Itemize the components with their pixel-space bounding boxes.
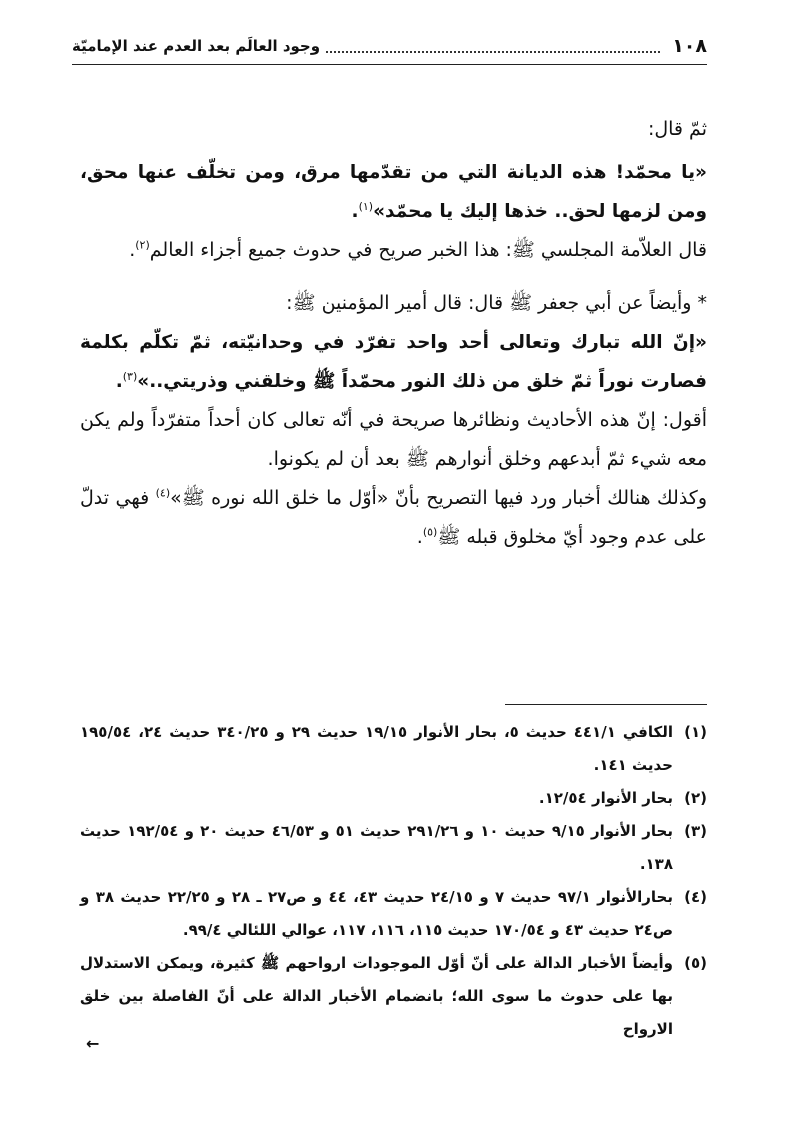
kadhalik-end: . (416, 526, 423, 548)
aqool-text: أقول: إنّ هذه الأحاديث ونظائرها صريحة في أنّه تعالى كان أحداً متفرّداً ولم يكن معه شيء ثمّ أبدعهم وخلق أنوارهم ﷺ بعد أن لم يكونوا. (80, 409, 707, 470)
kadhalik-paragraph (80, 479, 707, 557)
footnote-text: وأيضاً الأخبار الدالة على أنّ أوّل الموجودات ارواحهم ﷺ كثيرة، ويمكن الاستدلال بها على حدوث ما سوى الله؛ بانضمام الأخبار الدالة على أنّ الفاصلة بين خلق الارواح (80, 954, 673, 1038)
footnote-number: (٣) (684, 822, 707, 840)
page-number: ١٠٨ (672, 35, 707, 57)
footnote-ref-2[interactable]: (٢) (135, 238, 150, 252)
running-title: وجود العالَم بعد العدم عند الإماميّة (72, 37, 321, 55)
majlisi-text: قال العلاّمة المجلسي ﷺ: هذا الخبر صريح في حدوث جميع أجزاء العالم (149, 239, 707, 261)
aqool-paragraph (80, 401, 707, 479)
majlisi-end: . (129, 239, 136, 261)
footnote-item (80, 947, 707, 1046)
footnote-ref-5[interactable]: (٥) (422, 525, 438, 539)
footnote-text: الكافي ٤٤١/١ حديث ٥، بحار الأنوار ١٩/١٥ حديث ٢٩ و ٣٤٠/٢٥ حديث ٢٤، ١٩٥/٥٤ حديث ١٤١. (80, 723, 673, 774)
footnote-number: (١) (684, 723, 707, 741)
quote-2-text: «إنّ الله تبارك وتعالى أحد واحد تفرّد في وحدانيّته، ثمّ تكلّم بكلمة فصارت نوراً ثمّ خلق من ذلك النور محمّداً ﷺ وخلقني وذريتي..» (80, 332, 707, 392)
footnote-text: بحارالأنوار ٩٧/١ حديث ٧ و ٢٤/١٥ حديث ٤٣، ٤٤ و ص٢٧ ـ ٢٨ و ٢٢/٢٥ حديث ٣٨ و ص٢٤ حديث ٤٣ و ١٧٠/٥٤ حديث ١١٥، ١١٦، ١١٧، عوالي اللئالي ٩٩/٤. (80, 888, 673, 939)
jafar-paragraph (80, 284, 707, 323)
header-dot-leader (326, 39, 660, 53)
quote-paragraph-1: «يا محمّد! هذه الديانة التي من تقدّمها مرق، ومن تخلّف عنها محق، ومن لزمها لحق.. خذها إليك يا محمّد»$^{(١)}$. (80, 162, 707, 222)
quote-2-end: . (115, 371, 123, 392)
footnote-item (80, 815, 707, 881)
footnote-item (80, 881, 707, 947)
footnote-number: (٥) (684, 954, 707, 972)
header-rule (72, 64, 707, 65)
continue-arrow-icon: ← (86, 1034, 100, 1053)
main-text (80, 110, 707, 557)
page-header (72, 32, 707, 60)
majlisi-paragraph (80, 231, 707, 270)
intro-line (80, 110, 707, 149)
footnote-ref-1[interactable]: (١) (358, 199, 374, 213)
footnote-ref-3[interactable]: (٣) (122, 369, 138, 383)
footnotes (80, 716, 707, 1046)
footnote-item (80, 782, 707, 815)
footnote-item (80, 716, 707, 782)
jafar-text: * وأيضاً عن أبي جعفر ﷺ قال: قال أمير المؤمنين ﷺ: (286, 292, 707, 314)
quote-1-text: «يا محمّد! هذه الديانة التي من تقدّمها مرق، ومن تخلّف عنها محق، ومن لزمها لحق.. خذها إليك يا محمّد» (80, 162, 707, 222)
footnote-text: بحار الأنوار ٩/١٥ حديث ١٠ و ٢٩١/٢٦ حديث ٥١ و ٤٦/٥٣ حديث ٢٠ و ١٩٢/٥٤ حديث ١٣٨. (80, 822, 673, 873)
footnote-number: (٤) (684, 888, 707, 906)
intro-text: ثمّ قال: (647, 118, 707, 140)
kadhalik-mid: فهي تدلّ على عدم وجود أيّ مخلوق قبله ﷺ (80, 487, 707, 548)
footnote-text: بحار الأنوار ١٢/٥٤. (538, 789, 673, 807)
footnote-separator (505, 704, 707, 705)
kadhalik-text: وكذلك هنالك أخبار ورد فيها التصريح بأنّ «أوّل ما خلق الله نوره ﷺ» (170, 487, 708, 509)
quote-paragraph-2 (80, 323, 707, 401)
footnote-ref-4[interactable]: (٤) (155, 486, 171, 500)
footnote-number: (٢) (684, 789, 707, 807)
